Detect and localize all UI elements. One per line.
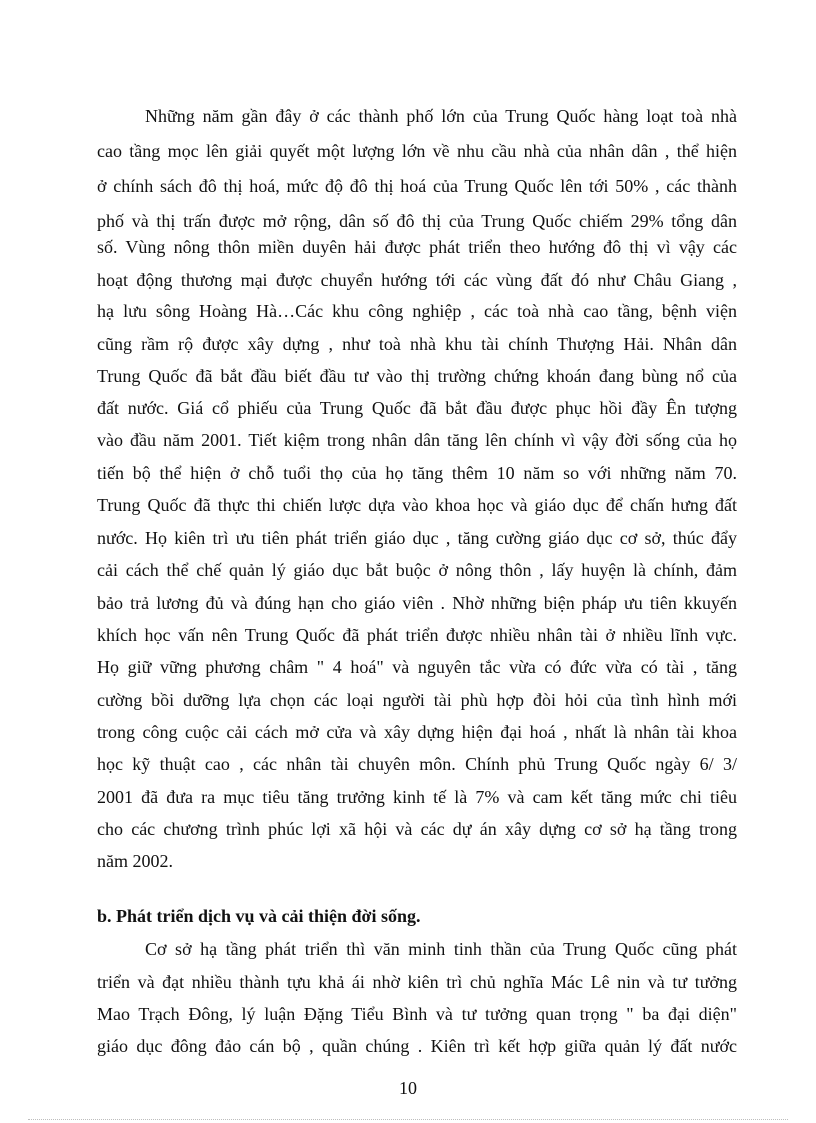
paragraph-line: tiến bộ thể hiện ở chỗ tuổi thọ của họ tăng thêm 10 năm so với những năm 70.	[97, 463, 737, 483]
paragraph-line: cho các chương trình phúc lợi xã hội và các dự án xây dựng cơ sở hạ tầng trong	[97, 819, 737, 839]
paragraph-line: số. Vùng nông thôn miền duyên hải được phát triển theo hướng đô thị vì vậy các	[97, 237, 737, 257]
paragraph-line: Những năm gần đây ở các thành phố lớn của Trung Quốc hàng loạt toà nhà	[145, 106, 737, 126]
paragraph-line: giáo dục đông đảo cán bộ , quần chúng . Kiên trì kết hợp giữa quản lý đất nước	[97, 1036, 737, 1056]
paragraph-line: đất nước. Giá cổ phiếu của Trung Quốc đã bắt đầu được phục hồi đầy Ên tượng	[97, 398, 737, 418]
section-heading: b. Phát triển dịch vụ và cải thiện đời sống.	[97, 906, 421, 926]
paragraph-line: hạ lưu sông Hoàng Hà…Các khu công nghiệp , các toà nhà cao tầng, bệnh viện	[97, 301, 737, 321]
paragraph-line: cao tầng mọc lên giải quyết một lượng lớn về nhu cầu nhà của nhân dân , thể hiện	[97, 141, 737, 161]
paragraph-line: nước. Họ kiên trì ưu tiên phát triển giáo dục , tăng cường giáo dục cơ sở, thúc đẩy	[97, 528, 737, 548]
paragraph-line: Cơ sở hạ tầng phát triển thì văn minh tinh thần của Trung Quốc cũng phát	[145, 939, 737, 959]
paragraph-line: học kỹ thuật cao , các nhân tài chuyên môn. Chính phủ Trung Quốc ngày 6/ 3/	[97, 754, 737, 774]
footer-divider	[28, 1119, 788, 1120]
paragraph-line: ở chính sách đô thị hoá, mức độ đô thị hoá của Trung Quốc lên tới 50% , các thành	[97, 176, 737, 196]
paragraph-line: hoạt động thương mại được chuyển hướng tới các vùng đất đó như Châu Giang ,	[97, 270, 737, 290]
paragraph-line: khích học vấn nên Trung Quốc đã phát triển được nhiều nhân tài ở nhiều lĩnh vực.	[97, 625, 737, 645]
paragraph-line: vào đầu năm 2001. Tiết kiệm trong nhân dân tăng lên chính vì vậy đời sống của họ	[97, 430, 737, 450]
paragraph-line: trong công cuộc cải cách mở cửa và xây dựng hiện đại hoá , nhất là nhân tài khoa	[97, 722, 737, 742]
paragraph-line: năm 2002.	[97, 851, 173, 871]
paragraph-line: cải cách thể chế quản lý giáo dục bắt buộc ở nông thôn , lấy huyện là chính, đảm	[97, 560, 737, 580]
paragraph-line: 2001 đã đưa ra mục tiêu tăng trưởng kinh tế là 7% và cam kết tăng mức chi tiêu	[97, 787, 737, 807]
paragraph-line: Trung Quốc đã thực thi chiến lược dựa vào khoa học và giáo dục để chấn hưng đất	[97, 495, 737, 515]
paragraph-line: cũng rầm rộ được xây dựng , như toà nhà khu tài chính Thượng Hải. Nhân dân	[97, 334, 737, 354]
paragraph-line: Trung Quốc đã bắt đầu biết đầu tư vào thị trường chứng khoán đang bùng nổ của	[97, 366, 737, 386]
page-number: 10	[399, 1078, 417, 1098]
paragraph-line: phố và thị trấn được mở rộng, dân số đô thị của Trung Quốc chiếm 29% tổng dân	[97, 211, 737, 231]
paragraph-line: triển và đạt nhiều thành tựu khả ái nhờ kiên trì chủ nghĩa Mác Lê nin và tư tưởng	[97, 972, 737, 992]
paragraph-line: Mao Trạch Đông, lý luận Đặng Tiểu Bình và tư tưởng quan trọng " ba đại diện"	[97, 1004, 737, 1024]
paragraph-line: cường bồi dưỡng lựa chọn các loại người tài phù hợp đòi hỏi của tình hình mới	[97, 690, 737, 710]
paragraph-line: bảo trả lương đủ và đúng hạn cho giáo viên . Nhờ những biện pháp ưu tiên kkuyến	[97, 593, 737, 613]
paragraph-line: Họ giữ vững phương châm " 4 hoá" và nguyên tắc vừa có đức vừa có tài , tăng	[97, 657, 737, 677]
